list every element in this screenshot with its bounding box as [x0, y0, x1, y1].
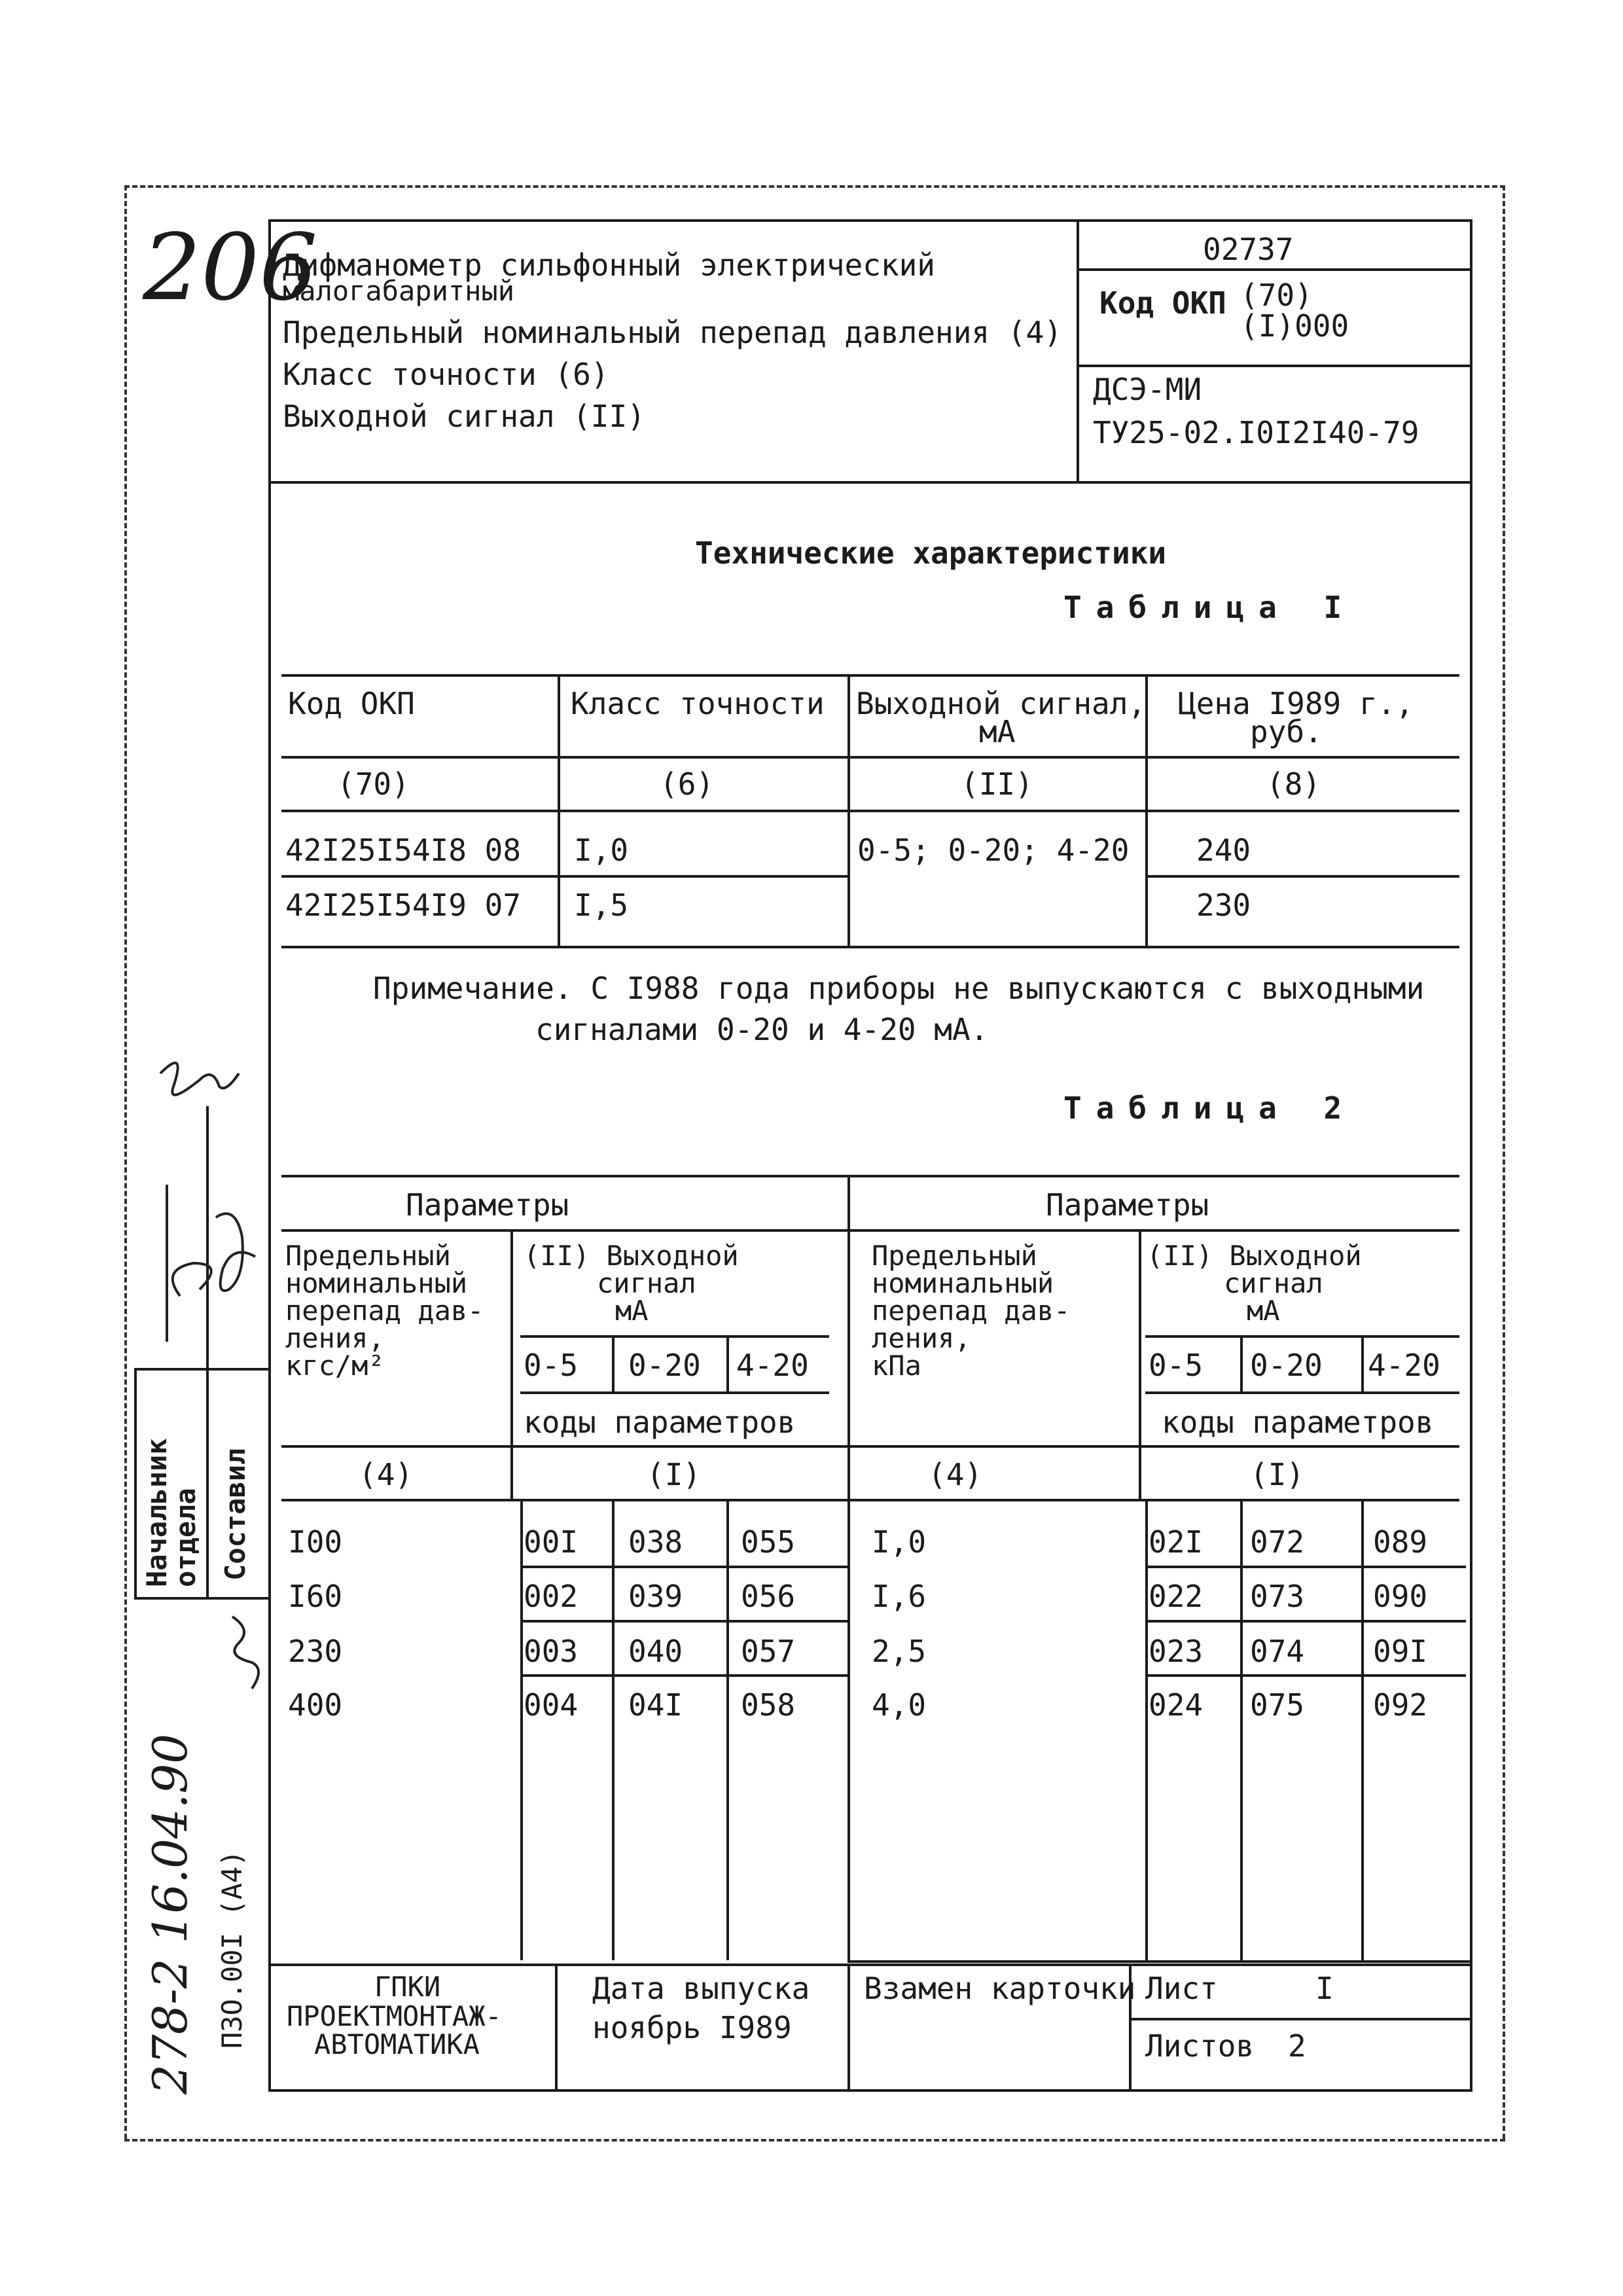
t2-params-right: Параметры — [1046, 1187, 1209, 1223]
org-line2: ПРОЕКТМОНТАЖ- — [287, 2000, 502, 2032]
model-name: ДСЭ-МИ — [1093, 372, 1202, 407]
replace-card-label: Взамен карточки — [864, 1971, 1136, 2006]
table-cell: 240 — [1196, 833, 1251, 868]
t2-head-signal-left: (II) Выходной — [524, 1240, 739, 1272]
table-row: 42I25I54I8 08 — [285, 833, 522, 868]
t1-code-70: (70) — [337, 766, 410, 802]
okp-code-1: (I)000 — [1240, 308, 1349, 344]
sheet-label: Лист — [1145, 1971, 1218, 2006]
t2-col-code: (I) — [1250, 1457, 1305, 1492]
org-line3: АВТОМАТИКА — [314, 2028, 480, 2060]
org-line1: ГПКИ — [374, 1971, 441, 2003]
table-row: I00 — [288, 1524, 343, 1560]
handwritten-note: 278-2 16.04.90 — [143, 1733, 198, 2094]
header-line-accuracy: Класс точности (6) — [283, 357, 609, 392]
sheets-value: 2 — [1288, 2028, 1306, 2064]
table-row: 42I25I54I9 07 — [285, 888, 522, 923]
t1-header-class: Класс точности — [571, 686, 825, 721]
section-title: Технические характеристики — [695, 535, 1167, 571]
t1-header-price-unit: руб. — [1250, 714, 1323, 749]
table-cell: 230 — [1196, 888, 1251, 923]
t2-head-signal-right: (II) Выходной — [1147, 1240, 1362, 1272]
product-title-line1: Дифманометр сильфонный электрический — [283, 247, 935, 283]
t2-codes-label-left: коды параметров — [524, 1405, 796, 1440]
header-line-signal: Выходной сигнал (II) — [283, 399, 645, 434]
release-date-value: ноябрь I989 — [592, 2010, 792, 2045]
t2-sig-col-0-5: 0-5 — [524, 1348, 579, 1383]
table-cell: I,5 — [574, 888, 629, 923]
t2-head-kpa: Предельный — [872, 1240, 1037, 1272]
table-cell: I,0 — [574, 833, 629, 868]
sheet-value: I — [1315, 1971, 1334, 2006]
signature-image — [219, 1610, 265, 1695]
okp-code-70: (70) — [1240, 278, 1313, 313]
header-line-pressure: Предельный номинальный перепад давления (4) — [283, 315, 1062, 350]
table-row: I60 — [288, 1579, 343, 1614]
tech-spec-number: ТУ25-02.I0I2I40-79 — [1093, 415, 1419, 450]
t1-code-11: (II) — [961, 766, 1033, 802]
table1-label: Таблица I — [1063, 590, 1357, 625]
t2-sig-col-4-20: 4-20 — [736, 1348, 809, 1383]
t2-col-code: (4) — [928, 1457, 983, 1492]
note-line1: Примечание. С I988 года приборы не выпускаются с выходными — [373, 971, 1425, 1006]
t2-col-code: (4) — [359, 1457, 414, 1492]
t1-signal-range: 0-5; 0-20; 4-20 — [857, 833, 1130, 868]
t1-code-8: (8) — [1266, 766, 1321, 802]
table-row: 230 — [288, 1634, 343, 1669]
t1-header-signal: Выходной сигнал, — [856, 686, 1147, 721]
table-row: 400 — [288, 1687, 343, 1723]
product-title-line2: малогабаритный — [283, 275, 515, 307]
t1-header-okp: Код ОКП — [288, 686, 415, 721]
document-code: 02737 — [1203, 232, 1294, 267]
stamp-number: 206 — [143, 215, 318, 321]
t1-code-6: (6) — [660, 766, 715, 802]
table2-label: Таблица 2 — [1063, 1090, 1357, 1126]
t2-col-code: (I) — [647, 1457, 702, 1492]
dept-head-label: Начальник отдела — [141, 1438, 202, 1587]
t2-head-kgf: Предельный — [285, 1240, 451, 1272]
t2-params-left: Параметры — [406, 1187, 569, 1223]
okp-label: Код ОКП — [1099, 285, 1226, 321]
t1-header-signal-unit: мА — [979, 714, 1016, 749]
form-code: ПЗО.00I (А4) — [216, 1850, 248, 2049]
release-date-label: Дата выпуска — [592, 1971, 810, 2006]
t2-codes-label-right: коды параметров — [1162, 1405, 1434, 1440]
t1-header-price: Цена I989 г., — [1178, 686, 1414, 721]
note-line2: сигналами 0-20 и 4-20 мА. — [535, 1012, 989, 1047]
sheets-label: Листов — [1145, 2028, 1255, 2064]
compiled-label: Составил — [219, 1448, 251, 1581]
signature-image — [141, 1034, 265, 1348]
t2-sig-col-0-20: 0-20 — [628, 1348, 701, 1383]
